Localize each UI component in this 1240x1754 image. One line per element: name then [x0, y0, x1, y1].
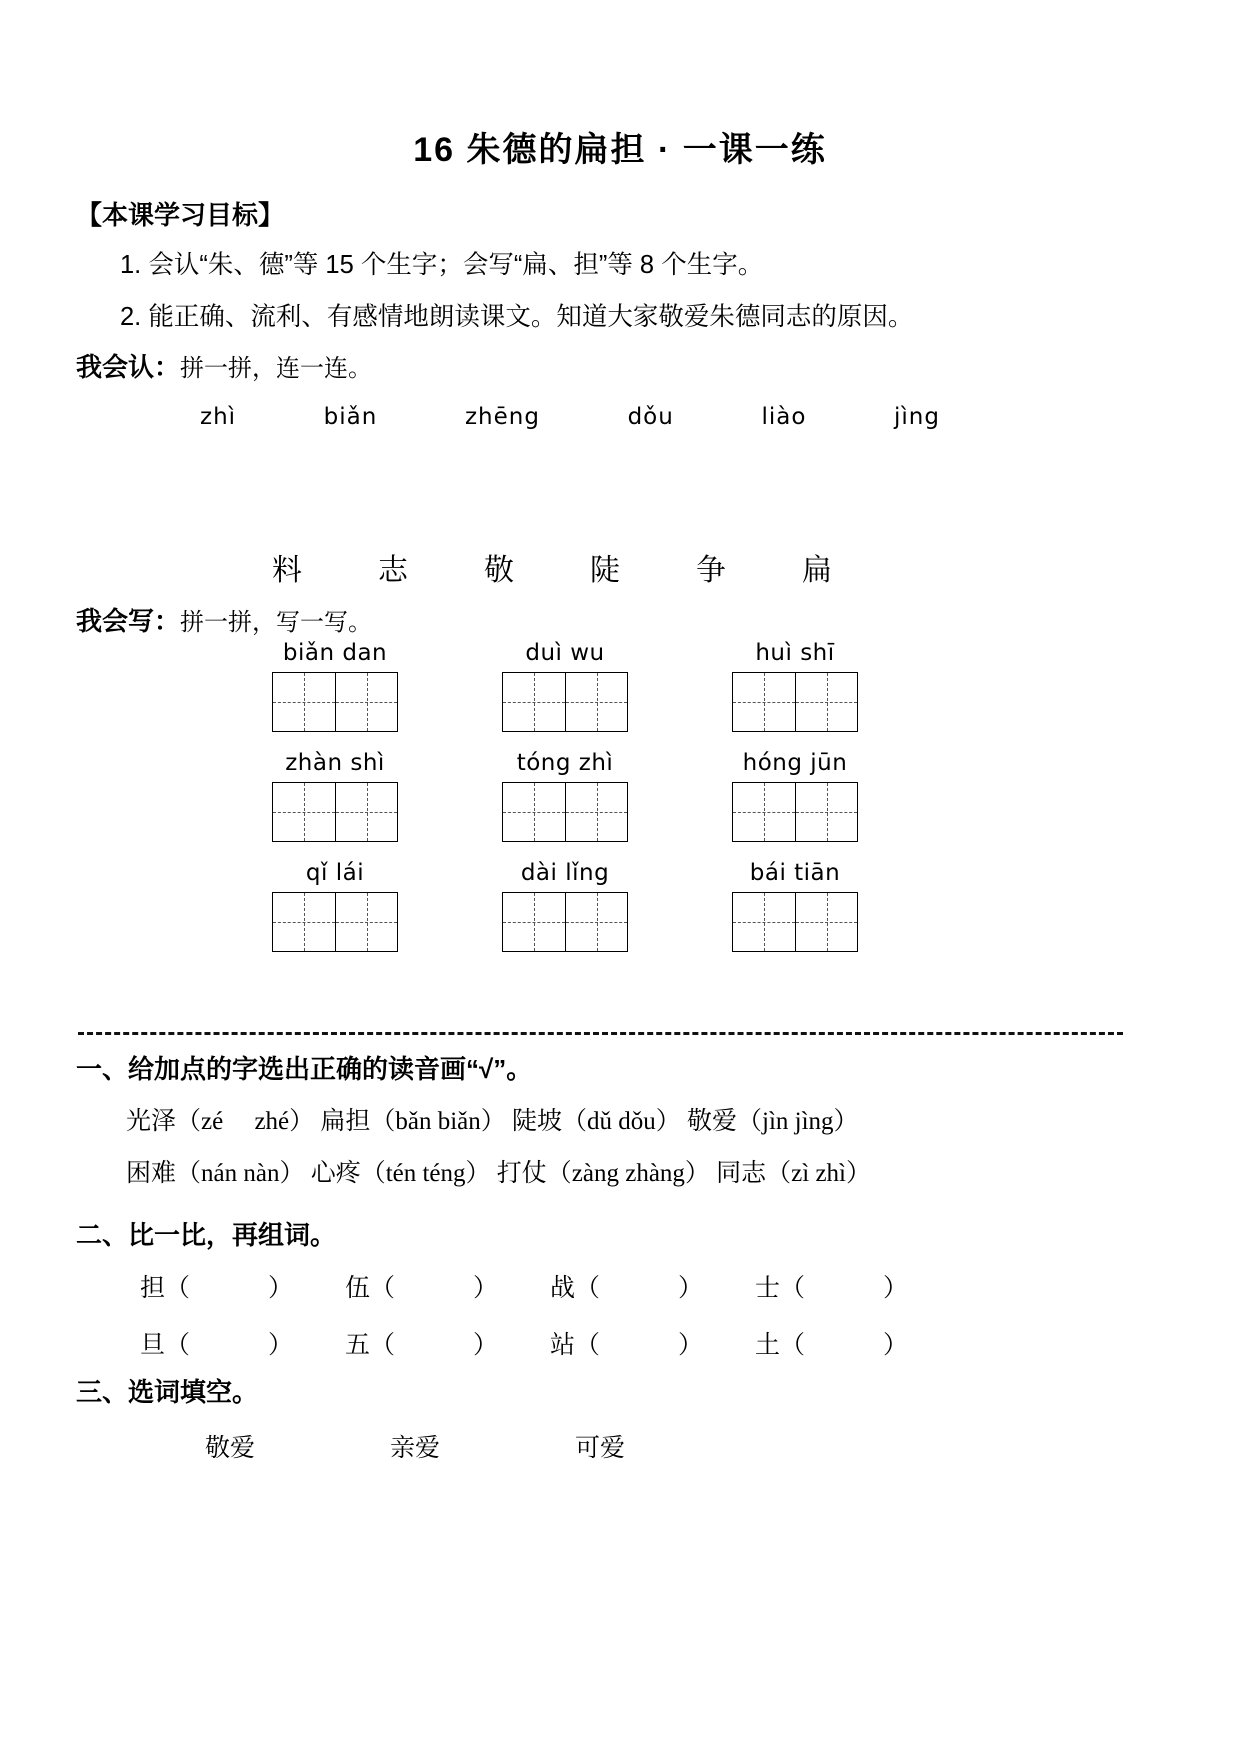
- writing-grid-pinyin: tóng zhì: [516, 750, 614, 776]
- compare-word-label: 站（: [550, 1331, 601, 1359]
- word-bank-item[interactable]: 亲爱: [389, 1435, 440, 1462]
- compare-word-cell[interactable]: [345, 1268, 550, 1304]
- compare-paren-close: ）: [268, 1331, 294, 1359]
- compare-paren-close: ）: [883, 1274, 909, 1302]
- tianzige-cell[interactable]: [565, 673, 627, 731]
- recognize-sub-label: 拼一拼，连一连。: [180, 356, 373, 382]
- tianzige-box[interactable]: [502, 672, 628, 732]
- pinyin-item[interactable]: dǒu: [627, 404, 674, 430]
- compare-word-cell[interactable]: [140, 1325, 345, 1361]
- writing-grid-group: [485, 860, 645, 952]
- hanzi-item[interactable]: 志: [378, 554, 408, 587]
- writing-grid-pinyin: dài lǐng: [520, 860, 610, 886]
- word-bank-item[interactable]: 敬爱: [205, 1435, 256, 1462]
- exercise-3-heading: 三、选词填空。: [76, 1377, 259, 1407]
- section-divider: [78, 1032, 1123, 1035]
- tianzige-cell[interactable]: [273, 783, 335, 841]
- writing-grid-pinyin: hóng jūn: [742, 750, 848, 776]
- recognize-hanzi-row: [272, 545, 832, 589]
- hanzi-item[interactable]: 扁: [802, 554, 832, 587]
- compare-word-cell[interactable]: [345, 1325, 550, 1361]
- compare-word-cell[interactable]: [140, 1268, 345, 1304]
- pinyin-item[interactable]: biǎn: [323, 404, 378, 430]
- tianzige-cell[interactable]: [273, 893, 335, 951]
- tianzige-box[interactable]: [502, 892, 628, 952]
- writing-grid-row: [255, 860, 875, 952]
- writing-grid-pinyin: biǎn dan: [282, 640, 388, 666]
- recognize-pinyin-row: [200, 404, 940, 430]
- exercise-1-line-2[interactable]: 困难（nán nàn） 心疼（tén téng） 打仗（zàng zhàng） 同志（zì zhì）: [126, 1160, 871, 1187]
- writing-grid-pinyin: bái tiān: [749, 860, 841, 886]
- tianzige-cell[interactable]: [273, 673, 335, 731]
- pinyin-item[interactable]: jìng: [894, 404, 940, 430]
- word-bank-item[interactable]: 可爱: [574, 1435, 625, 1462]
- pinyin-item[interactable]: zhì: [200, 404, 237, 430]
- word-bank: [205, 1428, 625, 1464]
- writing-grid-group: [255, 860, 415, 952]
- exercise-1-line-1[interactable]: 光泽（zé zhé） 扁担（bǎn biǎn） 陡坡（dǔ dǒu） 敬爱（jìn jìng）: [126, 1108, 859, 1135]
- learning-goals-heading: 【本课学习目标】: [76, 200, 285, 230]
- page-title: 16 朱德的扁担 · 一课一练: [413, 131, 827, 169]
- tianzige-box[interactable]: [272, 892, 398, 952]
- tianzige-box[interactable]: [502, 782, 628, 842]
- compare-word-label: 旦（: [140, 1331, 191, 1359]
- writing-grid-pinyin: duì wu: [525, 640, 605, 666]
- tianzige-cell[interactable]: [733, 783, 795, 841]
- hanzi-item[interactable]: 料: [272, 554, 302, 587]
- writing-grid-pinyin: qǐ lái: [305, 860, 365, 886]
- tianzige-cell[interactable]: [503, 783, 565, 841]
- write-sub-label: 拼一拼，写一写。: [180, 610, 373, 636]
- compare-paren-close: ）: [678, 1331, 704, 1359]
- writing-grid-group: [715, 860, 875, 952]
- compare-word-cell[interactable]: [550, 1325, 755, 1361]
- compare-word-label: 五（: [345, 1331, 396, 1359]
- tianzige-box[interactable]: [732, 782, 858, 842]
- recognize-section-heading: [76, 350, 372, 385]
- tianzige-cell[interactable]: [335, 783, 397, 841]
- recognize-lead-label: 我会认：: [76, 353, 181, 382]
- compare-word-label: 土（: [755, 1331, 806, 1359]
- writing-grid-group: [715, 750, 875, 842]
- tianzige-cell[interactable]: [565, 893, 627, 951]
- tianzige-cell[interactable]: [795, 673, 857, 731]
- compare-word-label: 担（: [140, 1274, 191, 1302]
- write-section-heading: [76, 604, 372, 639]
- pinyin-item[interactable]: liào: [761, 404, 807, 430]
- tianzige-box[interactable]: [732, 892, 858, 952]
- tianzige-cell[interactable]: [733, 893, 795, 951]
- compare-paren-close: ）: [883, 1331, 909, 1359]
- compare-words-row-1: [140, 1268, 960, 1304]
- hanzi-item[interactable]: 敬: [484, 554, 514, 587]
- writing-grid-row: [255, 640, 875, 732]
- learning-goal-1: 1. 会认“朱、德”等 15 个生字；会写“扁、担”等 8 个生字。: [120, 251, 764, 279]
- tianzige-box[interactable]: [272, 782, 398, 842]
- hanzi-item[interactable]: 争: [696, 554, 726, 587]
- writing-grid-pinyin: huì shī: [755, 640, 835, 666]
- tianzige-cell[interactable]: [335, 673, 397, 731]
- writing-grid-area: [255, 640, 875, 970]
- writing-grid-pinyin: zhàn shì: [285, 750, 385, 776]
- tianzige-cell[interactable]: [565, 783, 627, 841]
- compare-paren-close: ）: [473, 1331, 499, 1359]
- pinyin-item[interactable]: zhēng: [464, 404, 540, 430]
- exercise-1-heading: 一、给加点的字选出正确的读音画“√”。: [76, 1054, 533, 1084]
- tianzige-cell[interactable]: [795, 893, 857, 951]
- writing-grid-group: [715, 640, 875, 732]
- tianzige-cell[interactable]: [503, 893, 565, 951]
- compare-word-label: 士（: [755, 1274, 806, 1302]
- compare-word-cell[interactable]: [550, 1268, 755, 1304]
- tianzige-box[interactable]: [732, 672, 858, 732]
- tianzige-cell[interactable]: [503, 673, 565, 731]
- writing-grid-group: [255, 750, 415, 842]
- tianzige-cell[interactable]: [795, 783, 857, 841]
- compare-paren-close: ）: [678, 1274, 704, 1302]
- compare-paren-close: ）: [268, 1274, 294, 1302]
- writing-grid-group: [485, 640, 645, 732]
- learning-goal-2: 2. 能正确、流利、有感情地朗读课文。知道大家敬爱朱德同志的原因。: [120, 303, 914, 331]
- compare-word-label: 战（: [550, 1274, 601, 1302]
- write-lead-label: 我会写：: [76, 607, 181, 636]
- writing-grid-group: [255, 640, 415, 732]
- compare-paren-close: ）: [473, 1274, 499, 1302]
- tianzige-cell[interactable]: [733, 673, 795, 731]
- compare-word-cell[interactable]: [755, 1325, 960, 1361]
- writing-grid-group: [485, 750, 645, 842]
- compare-words-row-2: [140, 1325, 960, 1361]
- writing-grid-row: [255, 750, 875, 842]
- tianzige-cell[interactable]: [335, 893, 397, 951]
- compare-word-label: 伍（: [345, 1274, 396, 1302]
- compare-word-cell[interactable]: [755, 1268, 960, 1304]
- hanzi-item[interactable]: 陡: [590, 554, 620, 587]
- tianzige-box[interactable]: [272, 672, 398, 732]
- exercise-2-heading: 二、比一比，再组词。: [76, 1220, 337, 1250]
